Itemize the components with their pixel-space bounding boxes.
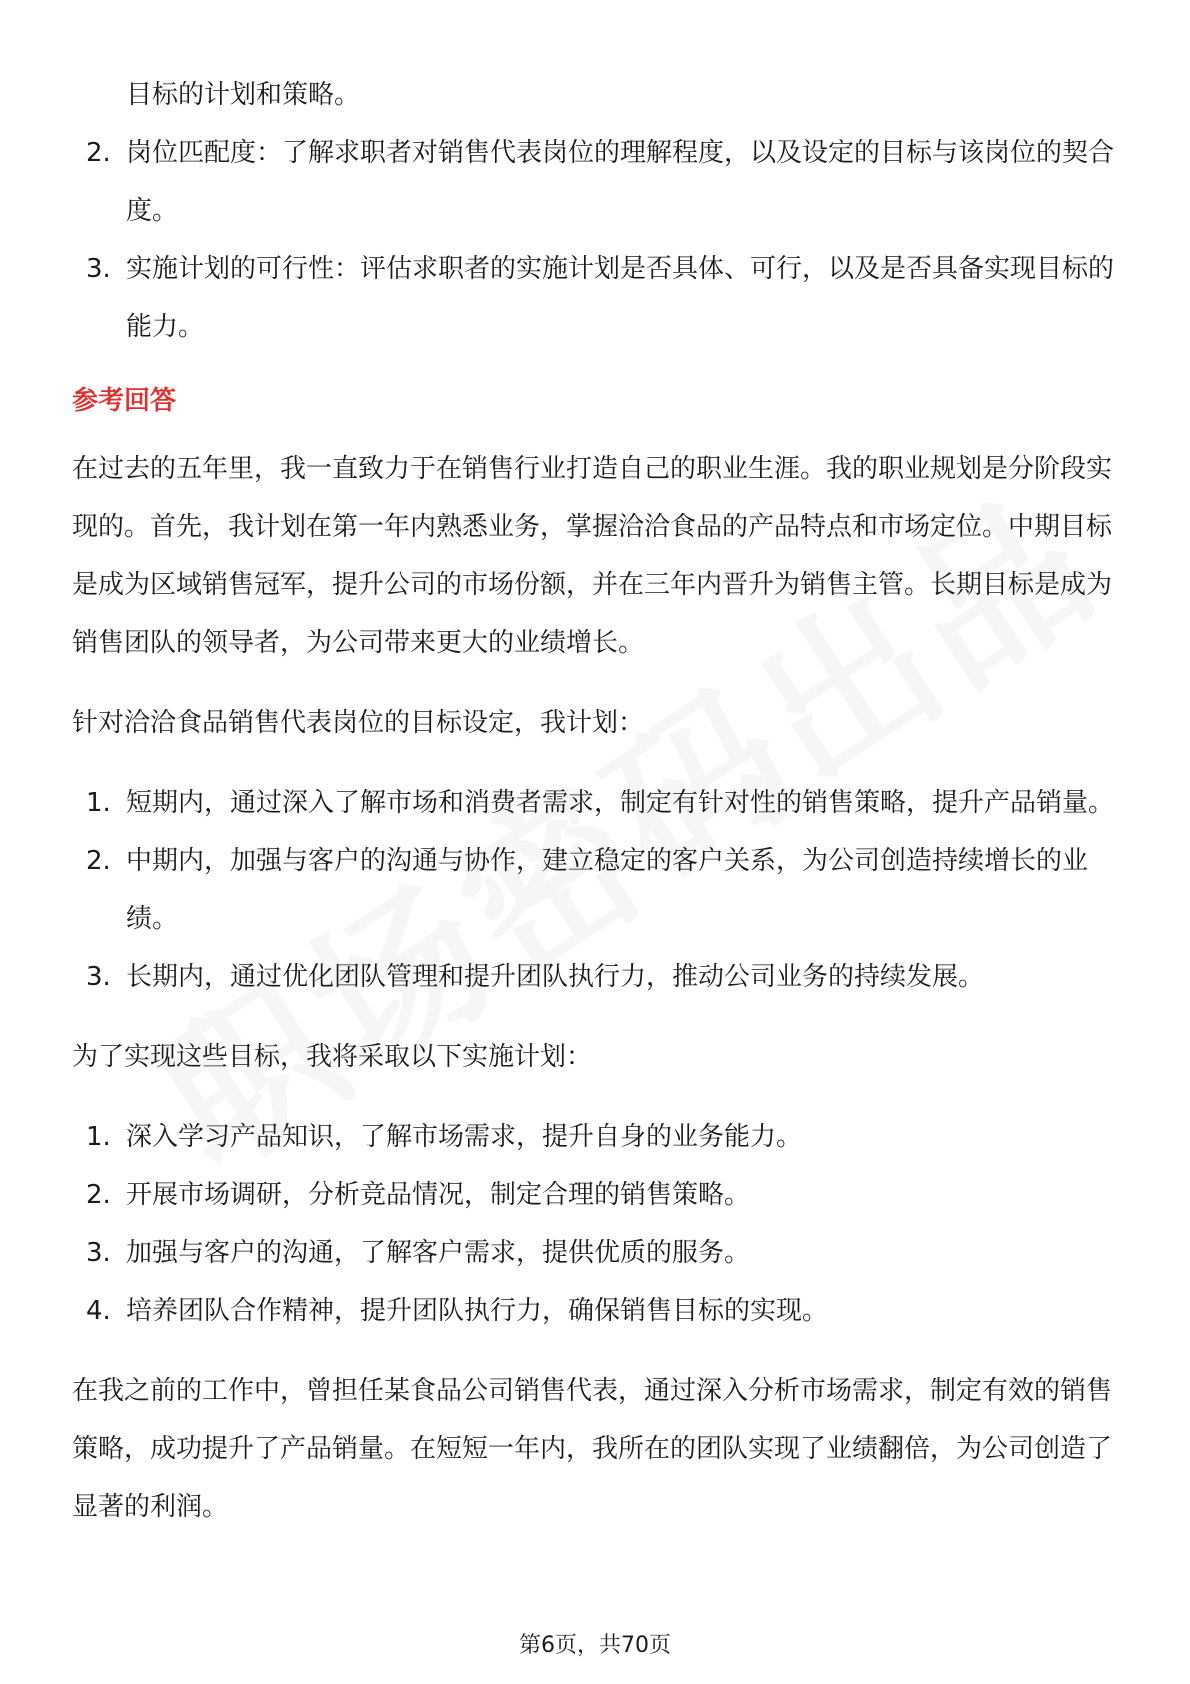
list-item-number: 3. bbox=[86, 1238, 111, 1268]
list-item-number: 2. bbox=[86, 138, 111, 168]
paragraph: 在我之前的工作中，曾担任某食品公司销售代表，通过深入分析市场需求，制定有效的销售策略，成功提升了产品销量。在短短一年内，我所在的团队实现了业绩翻倍，为公司创造了显著的利润。 bbox=[72, 1376, 1113, 1522]
list-item-number: 1. bbox=[86, 1122, 111, 1152]
list-item bbox=[72, 1166, 1122, 1224]
list-item bbox=[72, 832, 1122, 948]
list-item bbox=[72, 1282, 1122, 1340]
page-content bbox=[72, 66, 1122, 1536]
evaluation-criteria-list bbox=[72, 124, 1122, 356]
list-item-text: 短期内，通过深入了解市场和消费者需求，制定有针对性的销售策略，提升产品销量。 bbox=[126, 788, 1115, 818]
list-item bbox=[72, 774, 1122, 832]
list-item-text: 加强与客户的沟通，了解客户需求，提供优质的服务。 bbox=[126, 1238, 751, 1268]
list-item bbox=[72, 124, 1122, 240]
list-item-text: 长期内，通过优化团队管理和提升团队执行力，推动公司业务的持续发展。 bbox=[126, 962, 985, 992]
goals-list bbox=[72, 774, 1122, 1006]
list-item-text: 岗位匹配度：了解求职者对销售代表岗位的理解程度，以及设定的目标与该岗位的契合度。 bbox=[126, 138, 1115, 226]
list-item-number: 2. bbox=[86, 1180, 111, 1210]
list-item-text: 深入学习产品知识，了解市场需求，提升自身的业务能力。 bbox=[126, 1122, 803, 1152]
list-item-text: 培养团队合作精神，提升团队执行力，确保销售目标的实现。 bbox=[126, 1296, 829, 1326]
page-number: 第6页，共70页 bbox=[519, 1633, 671, 1658]
section-heading: 参考回答 bbox=[72, 386, 177, 416]
list-item-number: 3. bbox=[86, 962, 111, 992]
list-item-text: 开展市场调研，分析竞品情况，制定合理的销售策略。 bbox=[126, 1180, 751, 1210]
list-item bbox=[72, 1224, 1122, 1282]
list-item bbox=[72, 1108, 1122, 1166]
list-item-number: 4. bbox=[86, 1296, 111, 1326]
paragraph: 针对洽洽食品销售代表岗位的目标设定，我计划： bbox=[72, 708, 645, 738]
list-item-number: 3. bbox=[86, 254, 111, 284]
continued-list-item-text: 目标的计划和策略。 bbox=[126, 80, 361, 110]
list-item-number: 1. bbox=[86, 788, 111, 818]
paragraph: 在过去的五年里，我一直致力于在销售行业打造自己的职业生涯。我的职业规划是分阶段实现的。首先，我计划在第一年内熟悉业务，掌握洽洽食品的产品特点和市场定位。中期目标是成为区域销售冠军，提升公司的市场份额，并在三年内晋升为销售主管。长期目标是成为销售团队的领导者，为公司带来更大的业绩增长。 bbox=[72, 454, 1113, 658]
plans-list bbox=[72, 1108, 1122, 1340]
list-item-text: 中期内，加强与客户的沟通与协作，建立稳定的客户关系，为公司创造持续增长的业绩。 bbox=[126, 846, 1089, 934]
list-item bbox=[72, 948, 1122, 1006]
paragraph: 为了实现这些目标，我将采取以下实施计划： bbox=[72, 1042, 593, 1072]
list-item-text: 实施计划的可行性：评估求职者的实施计划是否具体、可行，以及是否具备实现目标的能力。 bbox=[126, 254, 1115, 342]
list-item bbox=[72, 240, 1122, 356]
list-item-number: 2. bbox=[86, 846, 111, 876]
